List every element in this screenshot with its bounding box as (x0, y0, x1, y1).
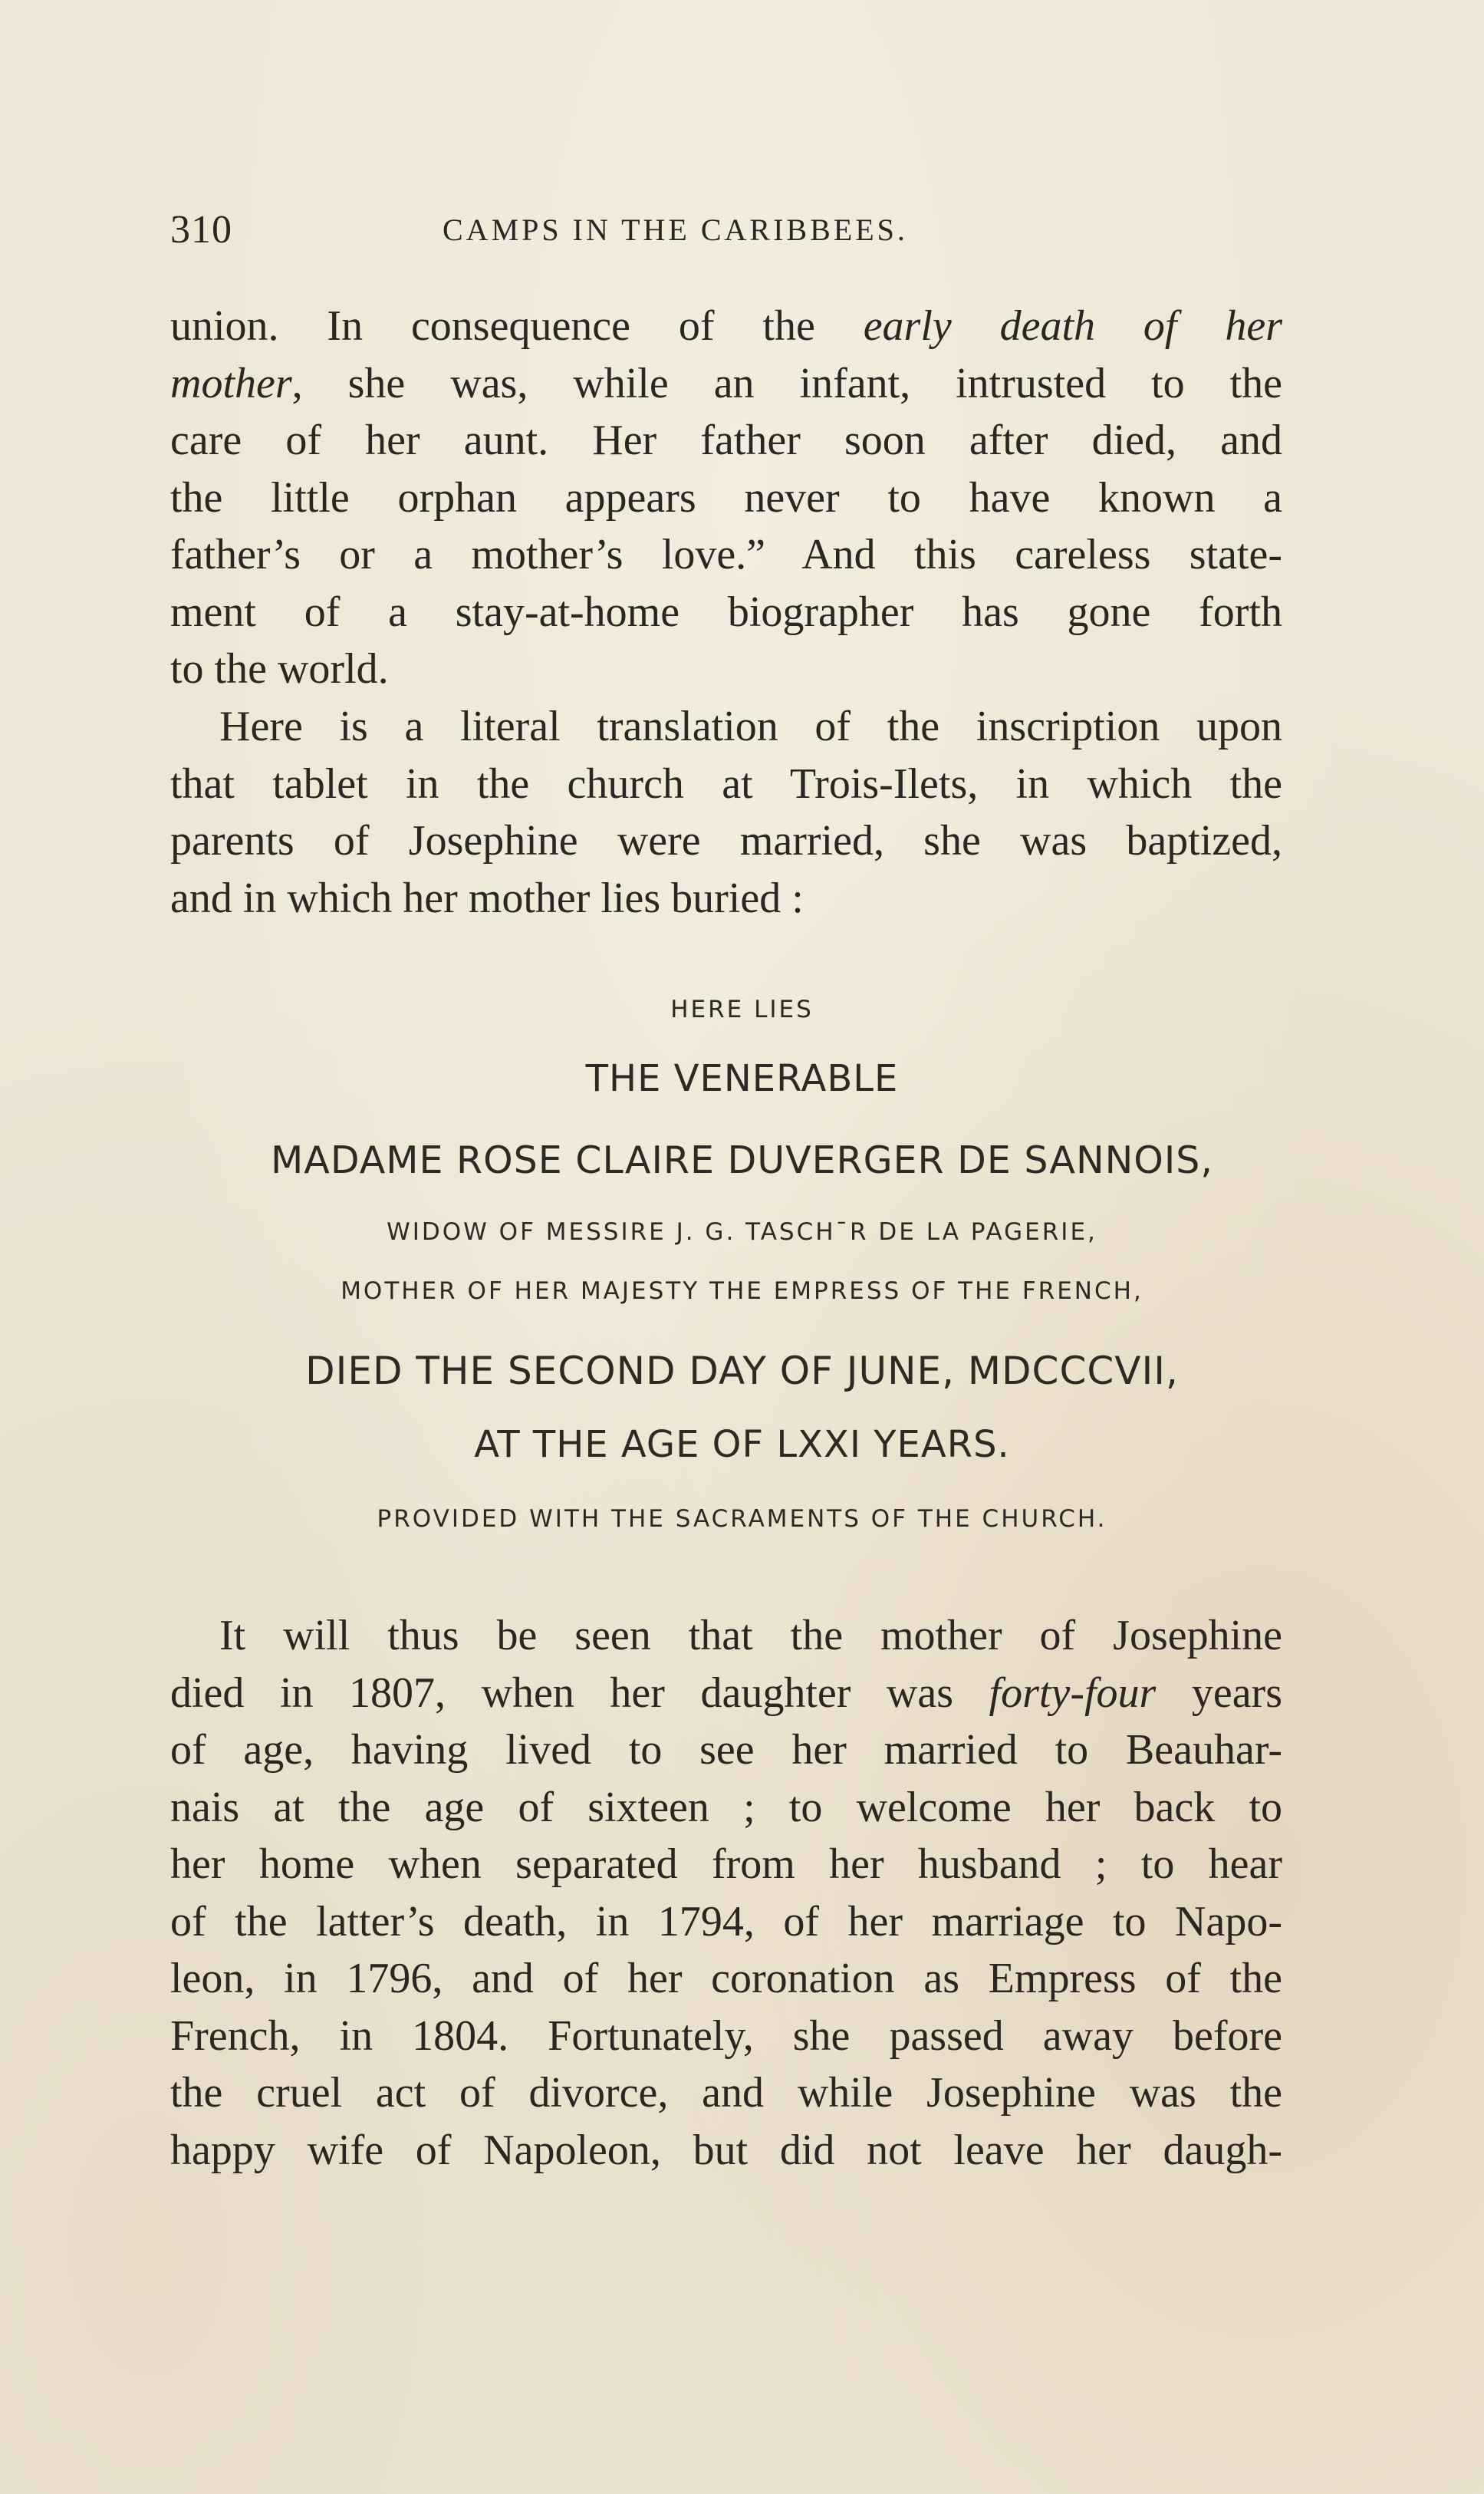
inscription-line: PROVIDED WITH THE SACRAMENTS OF THE CHURCH. (377, 1505, 1107, 1533)
inscription-line: DIED THE SECOND DAY OF JUNE, MDCCCVII, (305, 1349, 1179, 1393)
text-line (170, 355, 1282, 413)
text-line: French, in 1804. Fortunately, she passed away before (170, 2011, 1282, 2060)
inscription-line: THE VENERABLE (585, 1057, 899, 1100)
running-title: CAMPS IN THE CARIBBEES. (443, 213, 908, 247)
paragraph-inscription-intro (170, 698, 1282, 927)
paragraph-continuation (170, 298, 1282, 698)
text-line: and in which her mother lies buried : (170, 874, 804, 922)
text-line: to the world. (170, 645, 389, 693)
running-head (170, 207, 1282, 261)
text-line: care of her aunt. Her father soon after died, and (170, 417, 1282, 464)
text-line: It will thus be seen that the mother of Josephine (219, 1612, 1282, 1659)
text-line: father’s or a mother’s love.” And this careless state- (170, 531, 1282, 578)
text-line: Here is a literal translation of the inscription upon (219, 703, 1282, 750)
text-line: her home when separated from her husband ; to hear (170, 1840, 1282, 1888)
inscription-line: AT THE AGE OF LXXI YEARS. (474, 1423, 1010, 1466)
text-line: nais at the age of sixteen ; to welcome her back to (170, 1783, 1282, 1831)
text-span: years (1156, 1669, 1283, 1717)
text-line (170, 1665, 1282, 1722)
text-line: of age, having lived to see her married to Beauhar- (170, 1726, 1282, 1774)
inscription-line: MADAME ROSE CLAIRE DUVERGER DE SANNOIS, (271, 1138, 1213, 1182)
text-span: died in 1807, when her daughter was (170, 1669, 989, 1717)
page-number: 310 (170, 208, 232, 252)
text-line: ment of a stay-at-home biographer has gone forth (170, 588, 1282, 636)
italic-phrase: mother (170, 359, 292, 407)
text-line: happy wife of Napoleon, but did not leave her daugh- (170, 2126, 1282, 2174)
text-line: of the latter’s death, in 1794, of her marriage to Napo- (170, 1897, 1282, 1945)
inscription-line: MOTHER OF HER MAJESTY THE EMPRESS OF THE FRENCH, (341, 1277, 1143, 1305)
inscription-line: WIDOW OF MESSIRE J. G. TASCH¯R DE LA PAGERIE, (387, 1218, 1097, 1246)
text-line: the little orphan appears never to have known a (170, 473, 1282, 522)
inscription-line: HERE LIES (670, 996, 814, 1023)
italic-phrase: forty-four (989, 1669, 1157, 1717)
text-line: that tablet in the church at Trois-Ilets, in which the (170, 759, 1282, 808)
text-line (170, 298, 1282, 355)
text-span: , she was, while an infant, intrusted to the (291, 359, 1282, 407)
text-line: the cruel act of divorce, and while Josephine was the (170, 2069, 1282, 2117)
italic-phrase: early death of her (863, 302, 1282, 350)
paragraph-conclusion (170, 1607, 1282, 2179)
text-line: parents of Josephine were married, she was baptized, (170, 817, 1282, 865)
text-span: union. In consequence of the (170, 302, 864, 350)
text-line: leon, in 1796, and of her coronation as Empress of the (170, 1955, 1282, 2002)
